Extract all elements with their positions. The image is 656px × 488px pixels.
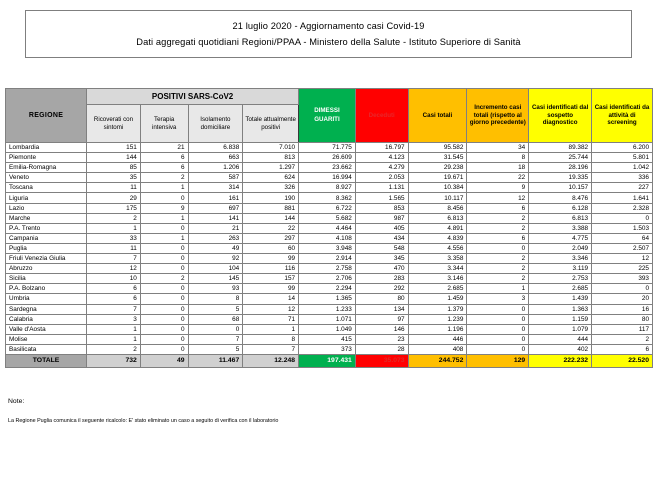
cell-value: 548 — [355, 243, 408, 253]
cell-value: 104 — [188, 264, 243, 274]
cell-value: 97 — [355, 314, 408, 324]
cell-value: 283 — [355, 274, 408, 284]
cell-value: 7 — [188, 334, 243, 344]
cell-value: 3 — [467, 294, 529, 304]
cell-value: 92 — [188, 254, 243, 264]
cell-value: 134 — [355, 304, 408, 314]
cell-value: 151 — [87, 143, 141, 153]
cell-value: 10.117 — [408, 193, 467, 203]
cell-value: 3.948 — [299, 243, 356, 253]
cell-value: 292 — [355, 284, 408, 294]
cell-value: 1.641 — [592, 193, 653, 203]
cell-value: 31.545 — [408, 153, 467, 163]
cell-value: 93 — [188, 284, 243, 294]
cell-value: 446 — [408, 334, 467, 344]
cell-value: 18 — [467, 163, 529, 173]
cell-value: 6.128 — [529, 203, 592, 213]
cell-value: 8 — [467, 153, 529, 163]
column-header-dimessi-guariti: DIMESSI GUARITI — [299, 89, 356, 143]
column-header-incremento-casi: Incremento casi totali (rispetto al giorno precedente) — [467, 89, 529, 143]
table-row — [6, 183, 653, 193]
table-row — [6, 264, 653, 274]
cell-region-name: Marche — [6, 213, 87, 223]
cell-value: 2.758 — [299, 264, 356, 274]
cell-value: 0 — [140, 334, 188, 344]
column-header-casi-screening: Casi identificati da attività di screening — [592, 89, 653, 143]
cell-value: 4.108 — [299, 233, 356, 243]
total-value: 197.431 — [299, 354, 356, 367]
cell-value: 1.363 — [529, 304, 592, 314]
table-row — [6, 213, 653, 223]
cell-value: 3.344 — [408, 264, 467, 274]
table-row — [6, 254, 653, 264]
cell-value: 26.609 — [299, 153, 356, 163]
cell-value: 23.662 — [299, 163, 356, 173]
cell-value: 402 — [529, 344, 592, 354]
cell-region-name: Emilia-Romagna — [6, 163, 87, 173]
cell-value: 470 — [355, 264, 408, 274]
cell-region-name: Molise — [6, 334, 87, 344]
table-row — [6, 243, 653, 253]
cell-value: 2 — [467, 264, 529, 274]
cell-value: 1 — [140, 233, 188, 243]
cell-value: 1 — [87, 223, 141, 233]
cell-region-name: Lazio — [6, 203, 87, 213]
cell-value: 16 — [592, 304, 653, 314]
cell-value: 144 — [243, 213, 299, 223]
cell-value: 9 — [140, 203, 188, 213]
cell-value: 1.503 — [592, 223, 653, 233]
cell-value: 225 — [592, 264, 653, 274]
notes-text: La Regione Puglia comunica il seguente ricalcolo: E' stato eliminato un caso a seguito di verifica con il laboratorio — [8, 418, 279, 424]
cell-value: 345 — [355, 254, 408, 264]
cell-value: 28 — [355, 344, 408, 354]
cell-value: 0 — [140, 324, 188, 334]
cell-value: 2.914 — [299, 254, 356, 264]
cell-value: 1.379 — [408, 304, 467, 314]
cell-value: 0 — [140, 264, 188, 274]
cell-value: 1.365 — [299, 294, 356, 304]
table-row — [6, 314, 653, 324]
column-header-regione: REGIONE — [6, 89, 87, 143]
cell-value: 2 — [140, 173, 188, 183]
cell-value: 0 — [592, 213, 653, 223]
cell-value: 0 — [140, 294, 188, 304]
cell-value: 7.010 — [243, 143, 299, 153]
cell-value: 3.146 — [408, 274, 467, 284]
cell-value: 1 — [243, 324, 299, 334]
cell-value: 2 — [467, 254, 529, 264]
cell-value: 0 — [140, 254, 188, 264]
cell-value: 405 — [355, 223, 408, 233]
cell-value: 0 — [188, 324, 243, 334]
cell-value: 80 — [355, 294, 408, 304]
cell-value: 813 — [243, 153, 299, 163]
cell-region-name: P.A. Trento — [6, 223, 87, 233]
table-row — [6, 284, 653, 294]
cell-value: 5.801 — [592, 153, 653, 163]
table-head — [6, 89, 653, 143]
column-header-totale-attualmente-positivi: Totale attualmente positivi — [243, 105, 299, 143]
cell-value: 14 — [243, 294, 299, 304]
cell-value: 1.565 — [355, 193, 408, 203]
cell-value: 9 — [467, 183, 529, 193]
cell-value: 2.053 — [355, 173, 408, 183]
cell-value: 10.384 — [408, 183, 467, 193]
column-header-casi-totali: Casi totali — [408, 89, 467, 143]
table-row — [6, 153, 653, 163]
cell-region-name: Valle d'Aosta — [6, 324, 87, 334]
cell-value: 1.233 — [299, 304, 356, 314]
cell-value: 1.159 — [529, 314, 592, 324]
cell-value: 89.382 — [529, 143, 592, 153]
cell-value: 1 — [140, 213, 188, 223]
cell-value: 3.358 — [408, 254, 467, 264]
cell-value: 393 — [592, 274, 653, 284]
cell-value: 0 — [140, 284, 188, 294]
cell-value: 23 — [355, 334, 408, 344]
cell-value: 71 — [243, 314, 299, 324]
cell-value: 34 — [467, 143, 529, 153]
cell-value: 227 — [592, 183, 653, 193]
cell-value: 434 — [355, 233, 408, 243]
cell-value: 2.507 — [592, 243, 653, 253]
cell-value: 3.346 — [529, 254, 592, 264]
cell-region-name: Abruzzo — [6, 264, 87, 274]
cell-value: 6.838 — [188, 143, 243, 153]
table-row — [6, 143, 653, 153]
cell-value: 12 — [467, 193, 529, 203]
cell-value: 21 — [188, 223, 243, 233]
cell-value: 2.753 — [529, 274, 592, 284]
cell-value: 144 — [87, 153, 141, 163]
cell-value: 1.071 — [299, 314, 356, 324]
cell-value: 22 — [243, 223, 299, 233]
table-row — [6, 193, 653, 203]
cell-value: 4.556 — [408, 243, 467, 253]
table-row — [6, 344, 653, 354]
cell-value: 0 — [140, 223, 188, 233]
table-body — [6, 143, 653, 368]
cell-value: 1 — [87, 334, 141, 344]
cell-region-name: Calabria — [6, 314, 87, 324]
cell-value: 10.157 — [529, 183, 592, 193]
total-value: 49 — [140, 354, 188, 367]
cell-value: 2 — [87, 213, 141, 223]
cell-region-name: P.A. Bolzano — [6, 284, 87, 294]
cell-value: 0 — [467, 243, 529, 253]
cell-value: 190 — [243, 193, 299, 203]
cell-value: 1.206 — [188, 163, 243, 173]
cell-value: 8 — [243, 334, 299, 344]
cell-region-name: Campania — [6, 233, 87, 243]
cell-value: 6 — [592, 344, 653, 354]
column-header-deceduti: Deceduti — [355, 89, 408, 143]
cell-value: 0 — [467, 344, 529, 354]
cell-value: 1.049 — [299, 324, 356, 334]
cell-value: 2 — [467, 274, 529, 284]
cell-value: 11 — [87, 243, 141, 253]
total-value: 22.520 — [592, 354, 653, 367]
cell-value: 29 — [87, 193, 141, 203]
cell-value: 20 — [592, 294, 653, 304]
cell-value: 415 — [299, 334, 356, 344]
cell-value: 314 — [188, 183, 243, 193]
cell-region-name: Sicilia — [6, 274, 87, 284]
cell-value: 4.891 — [408, 223, 467, 233]
table-total-row — [6, 354, 653, 367]
cell-value: 326 — [243, 183, 299, 193]
cell-value: 19.335 — [529, 173, 592, 183]
table-row — [6, 334, 653, 344]
cell-value: 4.775 — [529, 233, 592, 243]
table-header-row-group — [6, 89, 653, 105]
cell-region-name: Lombardia — [6, 143, 87, 153]
cell-value: 373 — [299, 344, 356, 354]
total-value: 222.232 — [529, 354, 592, 367]
cell-value: 0 — [140, 314, 188, 324]
cell-value: 2 — [592, 334, 653, 344]
cell-value: 157 — [243, 274, 299, 284]
cell-value: 8.362 — [299, 193, 356, 203]
column-group-header-positivi: POSITIVI SARS-CoV2 — [87, 89, 299, 105]
cell-region-name: Toscana — [6, 183, 87, 193]
total-value: 35.073 — [355, 354, 408, 367]
cell-value: 116 — [243, 264, 299, 274]
cell-value: 263 — [188, 233, 243, 243]
cell-value: 85 — [87, 163, 141, 173]
cell-value: 5 — [188, 344, 243, 354]
cell-value: 1.079 — [529, 324, 592, 334]
report-subtitle-source: Dati aggregati quotidiani Regioni/PPAA - Ministero della Salute - Istituto Superiore di Sanità — [136, 37, 521, 47]
cell-value: 12 — [592, 254, 653, 264]
cell-value: 1.042 — [592, 163, 653, 173]
cell-region-name: Liguria — [6, 193, 87, 203]
cell-value: 4.839 — [408, 233, 467, 243]
cell-value: 3 — [87, 314, 141, 324]
cell-value: 49 — [188, 243, 243, 253]
cell-value: 141 — [188, 213, 243, 223]
cell-value: 8.927 — [299, 183, 356, 193]
cell-value: 697 — [188, 203, 243, 213]
cell-value: 29.238 — [408, 163, 467, 173]
table-row — [6, 274, 653, 284]
cell-value: 80 — [592, 314, 653, 324]
column-header-ricoverati-sintomi: Ricoverati con sintomi — [87, 105, 141, 143]
cell-value: 0 — [592, 284, 653, 294]
column-header-casi-sospetto-diagnostico: Casi identificati dal sospetto diagnostico — [529, 89, 592, 143]
cell-value: 5 — [188, 304, 243, 314]
cell-value: 145 — [188, 274, 243, 284]
total-value: 11.467 — [188, 354, 243, 367]
cell-region-name: Umbria — [6, 294, 87, 304]
cell-value: 6.200 — [592, 143, 653, 153]
cell-value: 1.459 — [408, 294, 467, 304]
column-header-terapia-intensiva: Terapia intensiva — [140, 105, 188, 143]
cell-value: 6 — [140, 153, 188, 163]
total-value: 12.248 — [243, 354, 299, 367]
cell-value: 60 — [243, 243, 299, 253]
table-row — [6, 163, 653, 173]
cell-value: 7 — [87, 254, 141, 264]
cell-value: 146 — [355, 324, 408, 334]
cell-value: 6 — [87, 284, 141, 294]
cell-value: 68 — [188, 314, 243, 324]
report-title-box — [25, 10, 632, 58]
cell-value: 8.456 — [408, 203, 467, 213]
column-header-isolamento-domiciliare: Isolamento domiciliare — [188, 105, 243, 143]
cell-value: 0 — [140, 304, 188, 314]
cell-value: 0 — [467, 334, 529, 344]
cell-value: 10 — [87, 274, 141, 284]
cell-value: 6.813 — [408, 213, 467, 223]
cell-region-name: Sardegna — [6, 304, 87, 314]
cell-value: 336 — [592, 173, 653, 183]
cell-value: 117 — [592, 324, 653, 334]
cell-value: 5.682 — [299, 213, 356, 223]
cell-value: 1.297 — [243, 163, 299, 173]
cell-value: 987 — [355, 213, 408, 223]
cell-value: 6 — [87, 294, 141, 304]
table-row — [6, 173, 653, 183]
cell-value: 0 — [467, 324, 529, 334]
cell-value: 587 — [188, 173, 243, 183]
total-value: 732 — [87, 354, 141, 367]
cell-region-name: Piemonte — [6, 153, 87, 163]
cell-value: 1 — [467, 284, 529, 294]
cell-value: 25.744 — [529, 153, 592, 163]
cell-value: 22 — [467, 173, 529, 183]
notes-title: Note: — [8, 398, 25, 405]
table-row — [6, 324, 653, 334]
total-value: 244.752 — [408, 354, 467, 367]
cell-region-name: Puglia — [6, 243, 87, 253]
cell-value: 3.119 — [529, 264, 592, 274]
cell-value: 161 — [188, 193, 243, 203]
cell-region-name: Basilicata — [6, 344, 87, 354]
cell-value: 881 — [243, 203, 299, 213]
cell-value: 297 — [243, 233, 299, 243]
cell-value: 1.131 — [355, 183, 408, 193]
total-value: 129 — [467, 354, 529, 367]
cell-value: 8.476 — [529, 193, 592, 203]
cell-value: 408 — [408, 344, 467, 354]
covid-data-table — [5, 88, 653, 368]
cell-value: 71.775 — [299, 143, 356, 153]
cell-value: 6 — [140, 163, 188, 173]
cell-value: 1.439 — [529, 294, 592, 304]
table-row — [6, 294, 653, 304]
cell-value: 0 — [467, 314, 529, 324]
cell-value: 175 — [87, 203, 141, 213]
cell-value: 1 — [87, 324, 141, 334]
cell-value: 3.388 — [529, 223, 592, 233]
cell-value: 2.685 — [529, 284, 592, 294]
cell-value: 0 — [140, 344, 188, 354]
cell-value: 95.582 — [408, 143, 467, 153]
cell-value: 6.813 — [529, 213, 592, 223]
table-row — [6, 233, 653, 243]
cell-value: 1 — [140, 183, 188, 193]
cell-value: 4.279 — [355, 163, 408, 173]
table-row — [6, 223, 653, 233]
cell-value: 6 — [467, 233, 529, 243]
cell-value: 21 — [140, 143, 188, 153]
cell-value: 64 — [592, 233, 653, 243]
cell-value: 16.994 — [299, 173, 356, 183]
cell-value: 11 — [87, 183, 141, 193]
cell-value: 4.464 — [299, 223, 356, 233]
cell-value: 19.671 — [408, 173, 467, 183]
cell-value: 1.196 — [408, 324, 467, 334]
covid-data-table-wrapper — [5, 88, 653, 368]
report-title-date: 21 luglio 2020 - Aggiornamento casi Covid-19 — [232, 21, 425, 31]
cell-value: 12 — [243, 304, 299, 314]
cell-value: 2.328 — [592, 203, 653, 213]
cell-value: 2.706 — [299, 274, 356, 284]
notes-section — [8, 398, 608, 424]
cell-value: 4.123 — [355, 153, 408, 163]
cell-value: 8 — [188, 294, 243, 304]
cell-value: 99 — [243, 254, 299, 264]
cell-value: 2.294 — [299, 284, 356, 294]
cell-value: 6 — [467, 203, 529, 213]
total-label: TOTALE — [6, 354, 87, 367]
cell-value: 2 — [467, 213, 529, 223]
cell-value: 35 — [87, 173, 141, 183]
cell-value: 0 — [140, 243, 188, 253]
cell-value: 2 — [140, 274, 188, 284]
cell-value: 16.797 — [355, 143, 408, 153]
cell-value: 0 — [140, 193, 188, 203]
cell-value: 12 — [87, 264, 141, 274]
cell-value: 663 — [188, 153, 243, 163]
cell-value: 7 — [243, 344, 299, 354]
cell-region-name: Friuli Venezia Giulia — [6, 254, 87, 264]
table-row — [6, 304, 653, 314]
cell-value: 7 — [87, 304, 141, 314]
cell-value: 2.049 — [529, 243, 592, 253]
cell-value: 624 — [243, 173, 299, 183]
cell-value: 99 — [243, 284, 299, 294]
cell-value: 2.685 — [408, 284, 467, 294]
table-row — [6, 203, 653, 213]
cell-value: 1.239 — [408, 314, 467, 324]
cell-value: 33 — [87, 233, 141, 243]
cell-value: 444 — [529, 334, 592, 344]
cell-value: 2 — [467, 223, 529, 233]
cell-value: 0 — [467, 304, 529, 314]
cell-value: 2 — [87, 344, 141, 354]
cell-value: 853 — [355, 203, 408, 213]
cell-value: 28.196 — [529, 163, 592, 173]
cell-value: 6.722 — [299, 203, 356, 213]
cell-region-name: Veneto — [6, 173, 87, 183]
